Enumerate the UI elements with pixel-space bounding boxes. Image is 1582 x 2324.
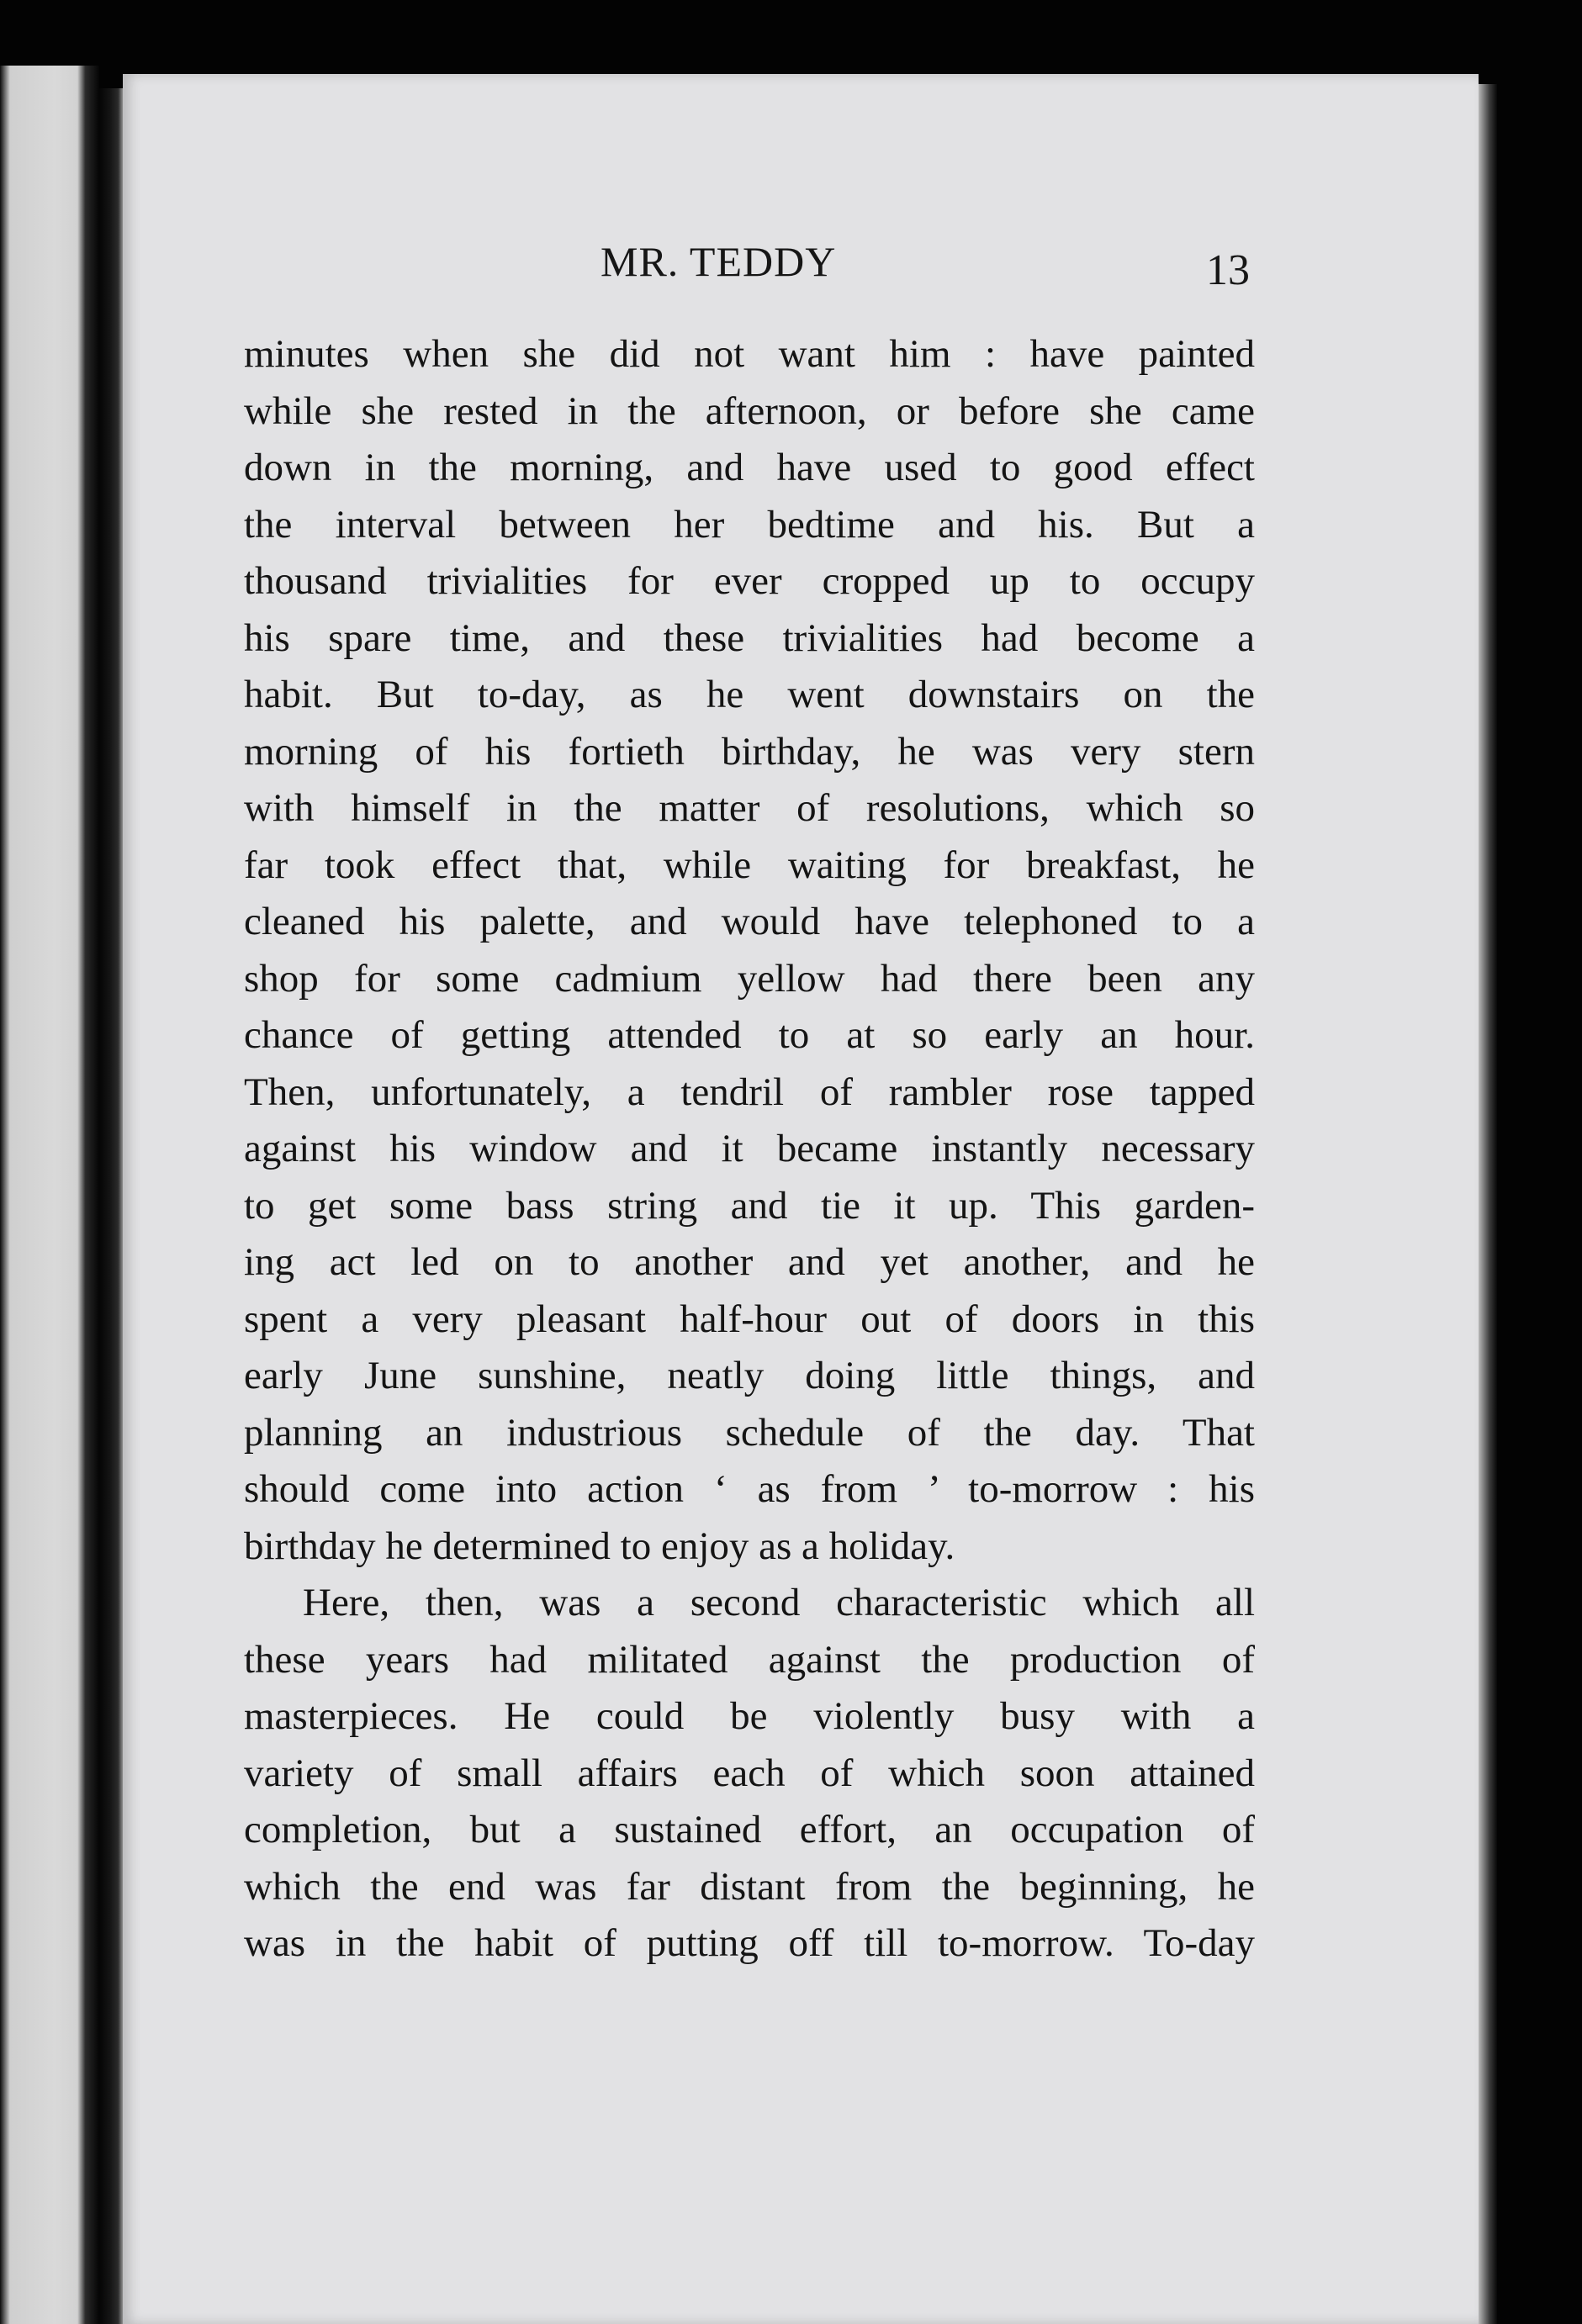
text-line: thousand trivialities for ever cropped up to occupy xyxy=(244,559,1255,603)
text-line: ing act led on to another and yet another, and he xyxy=(244,1240,1255,1284)
text-line: masterpieces. He could be violently busy with a xyxy=(244,1694,1255,1738)
text-line: should come into action ‘ as from ’ to-morrow : his xyxy=(244,1467,1255,1511)
text-line: shop for some cadmium yellow had there been any xyxy=(244,956,1255,1001)
page-number: 13 xyxy=(1206,246,1250,294)
text-line: chance of getting attended to at so early an hour. xyxy=(244,1013,1255,1057)
text-line: these years had militated against the production of xyxy=(244,1637,1255,1682)
text-line: minutes when she did not want him : have painted xyxy=(244,332,1255,376)
text-line: planning an industrious schedule of the day. That xyxy=(244,1410,1255,1455)
text-line: down in the morning, and have used to good effect xyxy=(244,446,1255,489)
text-line: to get some bass string and tie it up. This garden- xyxy=(244,1183,1255,1228)
book-gutter xyxy=(99,88,123,2324)
text-line: was in the habit of putting off till to-morrow. To-day xyxy=(244,1921,1255,1965)
text-line: completion, but a sustained effort, an occupation of xyxy=(244,1808,1255,1851)
page-edge-shadow xyxy=(1479,84,1497,2324)
text-line: which the end was far distant from the beginning, he xyxy=(244,1864,1255,1909)
text-line: Here, then, was a second characteristic which all xyxy=(303,1581,1255,1624)
running-head xyxy=(0,237,1582,296)
facing-page-edge xyxy=(0,66,99,2324)
text-line: spent a very pleasant half-hour out of doors in this xyxy=(244,1297,1255,1341)
running-title: MR. TEDDY xyxy=(601,238,837,285)
text-line: his spare time, and these trivialities had become a xyxy=(244,615,1255,660)
text-line: variety of small affairs each of which soon attained xyxy=(244,1751,1255,1795)
text-line: the interval between her bedtime and his. But a xyxy=(244,502,1255,547)
text-line: while she rested in the afternoon, or before she came xyxy=(244,388,1255,433)
paragraph xyxy=(244,326,1255,1575)
text-line: against his window and it became instantly necessary xyxy=(244,1127,1255,1170)
text-line: morning of his fortieth birthday, he was very stern xyxy=(244,729,1255,774)
text-line: cleaned his palette, and would have telephoned to a xyxy=(244,900,1255,943)
body-text xyxy=(244,326,1255,1973)
text-line: with himself in the matter of resolutions, which so xyxy=(244,786,1255,830)
text-line: birthday he determined to enjoy as a holiday. xyxy=(244,1524,955,1568)
text-line: far took effect that, while waiting for breakfast, he xyxy=(244,842,1255,887)
paragraph xyxy=(244,1575,1255,1973)
text-line: habit. But to-day, as he went downstairs on the xyxy=(244,673,1255,716)
text-line: early June sunshine, neatly doing little things, and xyxy=(244,1354,1255,1397)
text-line: Then, unfortunately, a tendril of rambler rose tapped xyxy=(244,1070,1255,1114)
